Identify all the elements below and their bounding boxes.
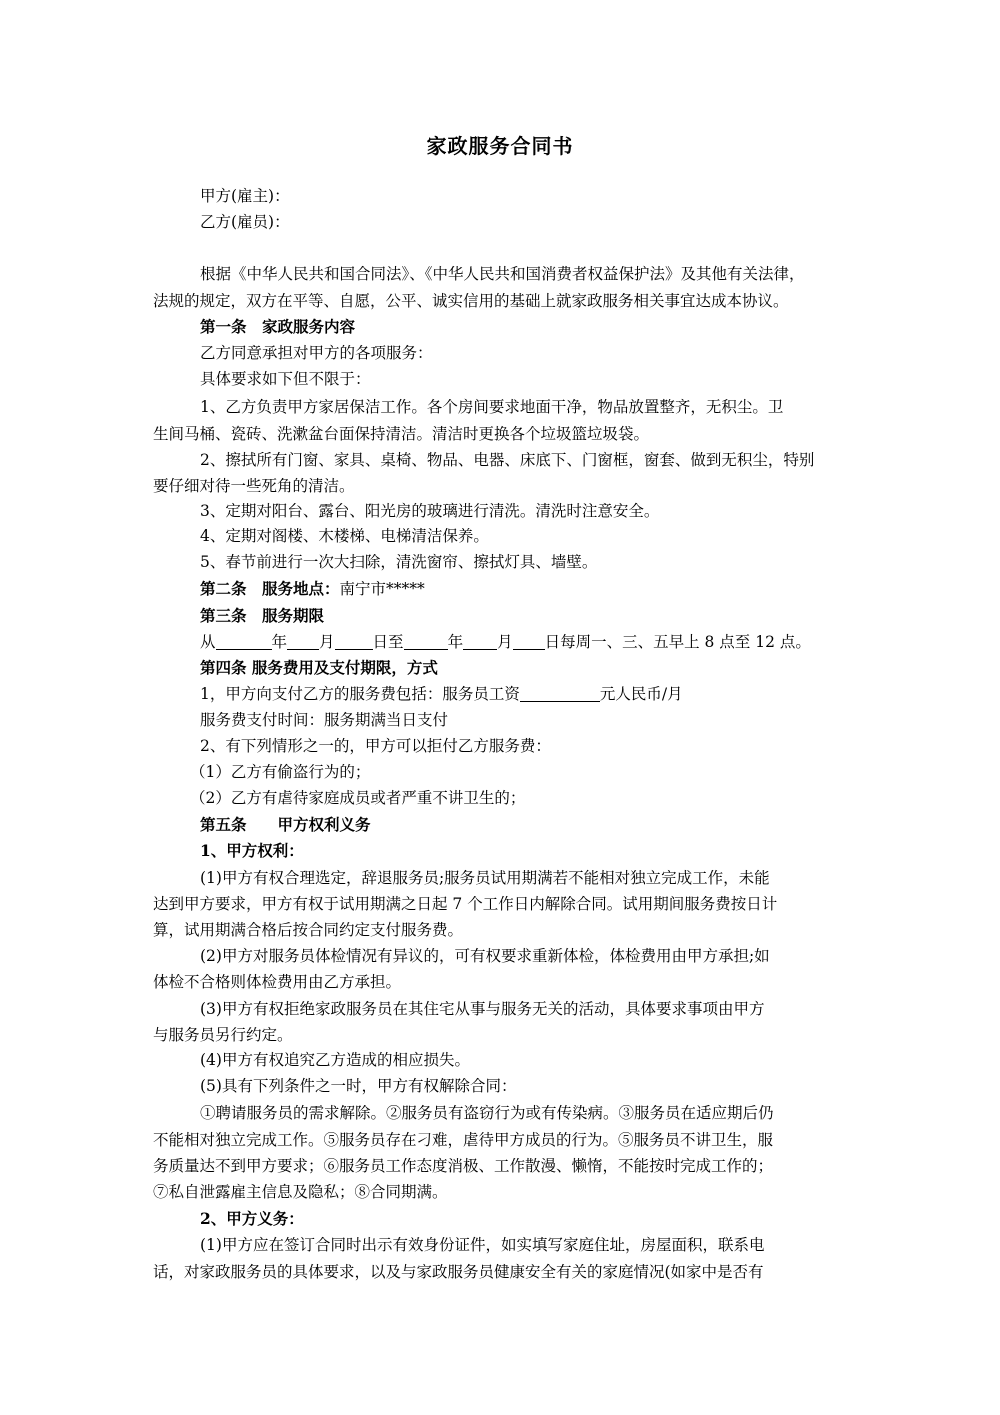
fee-line: [200, 682, 853, 706]
party-b-label: 乙方(雇员)：: [200, 213, 290, 231]
intro-line: 法规的规定，双方在平等、自愿，公平、诚实信用的基础上就家政服务相关事宜达成本协议。: [153, 292, 789, 310]
period-day-to-label: 日至: [372, 633, 404, 651]
rights-line: 务质量达不到甲方要求；⑥服务员工作态度消极、工作散漫、懒惰，不能按时完成工作的；: [153, 1157, 774, 1175]
duties-line: (1)甲方应在签订合同时出示有效身份证件，如实填写家庭住址，房屋面积，联系电: [200, 1236, 765, 1254]
rights-line: 算，试用期满合格后按合同约定支付服务费。: [153, 921, 464, 939]
article-1-line: 生间马桶、瓷砖、洗漱盆台面保持清洁。清洁时更换各个垃圾篮垃圾袋。: [153, 425, 650, 443]
article-2: [200, 577, 853, 601]
blank-end-day[interactable]: [513, 633, 545, 650]
rights-title: 1、甲方权利：: [200, 841, 304, 860]
article-1-line: 1、乙方负责甲方家居保洁工作。各个房间要求地面干净，物品放置整齐，无积尘。卫: [200, 398, 784, 416]
service-period-line: [200, 630, 853, 654]
rights-line: (1)甲方有权合理选定，辞退服务员;服务员试用期满若不能相对独立完成工作，未能: [200, 869, 770, 887]
service-location: 南宁市*****: [339, 580, 425, 598]
rights-line: ⑦私自泄露雇主信息及隐私；⑧合同期满。: [153, 1183, 448, 1201]
rights-line: (3)甲方有权拒绝家政服务员在其住宅从事与服务无关的活动，具体要求事项由甲方: [200, 1000, 765, 1018]
blank-salary[interactable]: [520, 685, 600, 702]
rights-line: (2)甲方对服务员体检情况有异议的，可有权要求重新体检，体检费用由甲方承担;如: [200, 947, 770, 965]
rights-line: ①聘请服务员的需求解除。②服务员有盗窃行为或有传染病。③服务员在适应期后仍: [200, 1104, 774, 1122]
article-1-line: 要仔细对待一些死角的清洁。: [153, 477, 355, 495]
rights-line: 不能相对独立完成工作。⑤服务员存在刁难，虐待甲方成员的行为。⑤服务员不讲卫生，服: [153, 1131, 774, 1149]
duties-line: 话，对家政服务员的具体要求，以及与家政服务员健康安全有关的家庭情况(如家中是否有: [153, 1263, 764, 1281]
rights-line: 体检不合格则体检费用由乙方承担。: [153, 973, 402, 991]
article-1-line: 4、定期对阁楼、木楼梯、电梯清洁保养。: [200, 527, 489, 545]
blank-start-month[interactable]: [287, 633, 319, 650]
rights-line: 达到甲方要求，甲方有权于试用期满之日起 7 个工作日内解除合同。试用期间服务费按日计: [153, 895, 778, 913]
document-title: 家政服务合同书: [426, 134, 574, 158]
blank-start-year[interactable]: [216, 633, 272, 650]
blank-end-year[interactable]: [404, 633, 448, 650]
article-4-line: （2）乙方有虐待家庭成员或者严重不讲卫生的；: [190, 789, 526, 807]
rights-line: (5)具有下列条件之一时，甲方有权解除合同：: [200, 1077, 517, 1095]
article-1-line: 3、定期对阳台、露台、阳光房的玻璃进行清洗。清洗时注意安全。: [200, 502, 660, 520]
rights-line: (4)甲方有权追究乙方造成的相应损失。: [200, 1051, 470, 1069]
article-3-title: 第三条 服务期限: [200, 606, 325, 625]
period-schedule: 日每周一、三、五早上 8 点至 12 点。: [544, 633, 811, 651]
period-year-label: 年: [447, 633, 464, 651]
article-1-title: 第一条 家政服务内容: [200, 317, 356, 336]
article-4-line: 2、有下列情形之一的，甲方可以拒付乙方服务费：: [200, 737, 551, 755]
article-4-title: 第四条 服务费用及支付期限，方式: [200, 658, 438, 677]
duties-title: 2、甲方义务：: [200, 1209, 304, 1228]
period-year-label: 年: [271, 633, 288, 651]
fee-prefix: 1，甲方向支付乙方的服务费包括：服务员工资: [200, 685, 520, 703]
rights-line: 与服务员另行约定。: [153, 1026, 293, 1044]
article-4-line: 服务费支付时间：服务期满当日支付: [200, 711, 449, 729]
party-a-label: 甲方(雇主)：: [200, 187, 290, 205]
blank-start-day[interactable]: [335, 633, 373, 650]
fee-suffix: 元人民币/月: [599, 685, 683, 703]
period-from: 从: [200, 633, 216, 651]
period-month-label: 月: [497, 633, 513, 651]
article-5-title: 第五条 甲方权利义务: [200, 815, 371, 834]
article-1-line: 5、春节前进行一次大扫除，清洗窗帘、擦拭灯具、墙壁。: [200, 553, 598, 571]
blank-end-month[interactable]: [463, 633, 497, 650]
intro-line: 根据《中华人民共和国合同法》、《中华人民共和国消费者权益保护法》及其他有关法律，: [200, 265, 805, 283]
article-2-title: 第二条 服务地点：: [200, 579, 340, 598]
period-month-label: 月: [319, 633, 335, 651]
article-4-line: （1）乙方有偷盗行为的；: [190, 763, 371, 781]
article-1-line: 具体要求如下但不限于：: [200, 370, 371, 388]
article-1-line: 2、擦拭所有门窗、家具、桌椅、物品、电器、床底下、门窗框，窗套、做到无积尘，特别: [200, 451, 815, 469]
article-1-line: 乙方同意承担对甲方的各项服务：: [200, 344, 433, 362]
